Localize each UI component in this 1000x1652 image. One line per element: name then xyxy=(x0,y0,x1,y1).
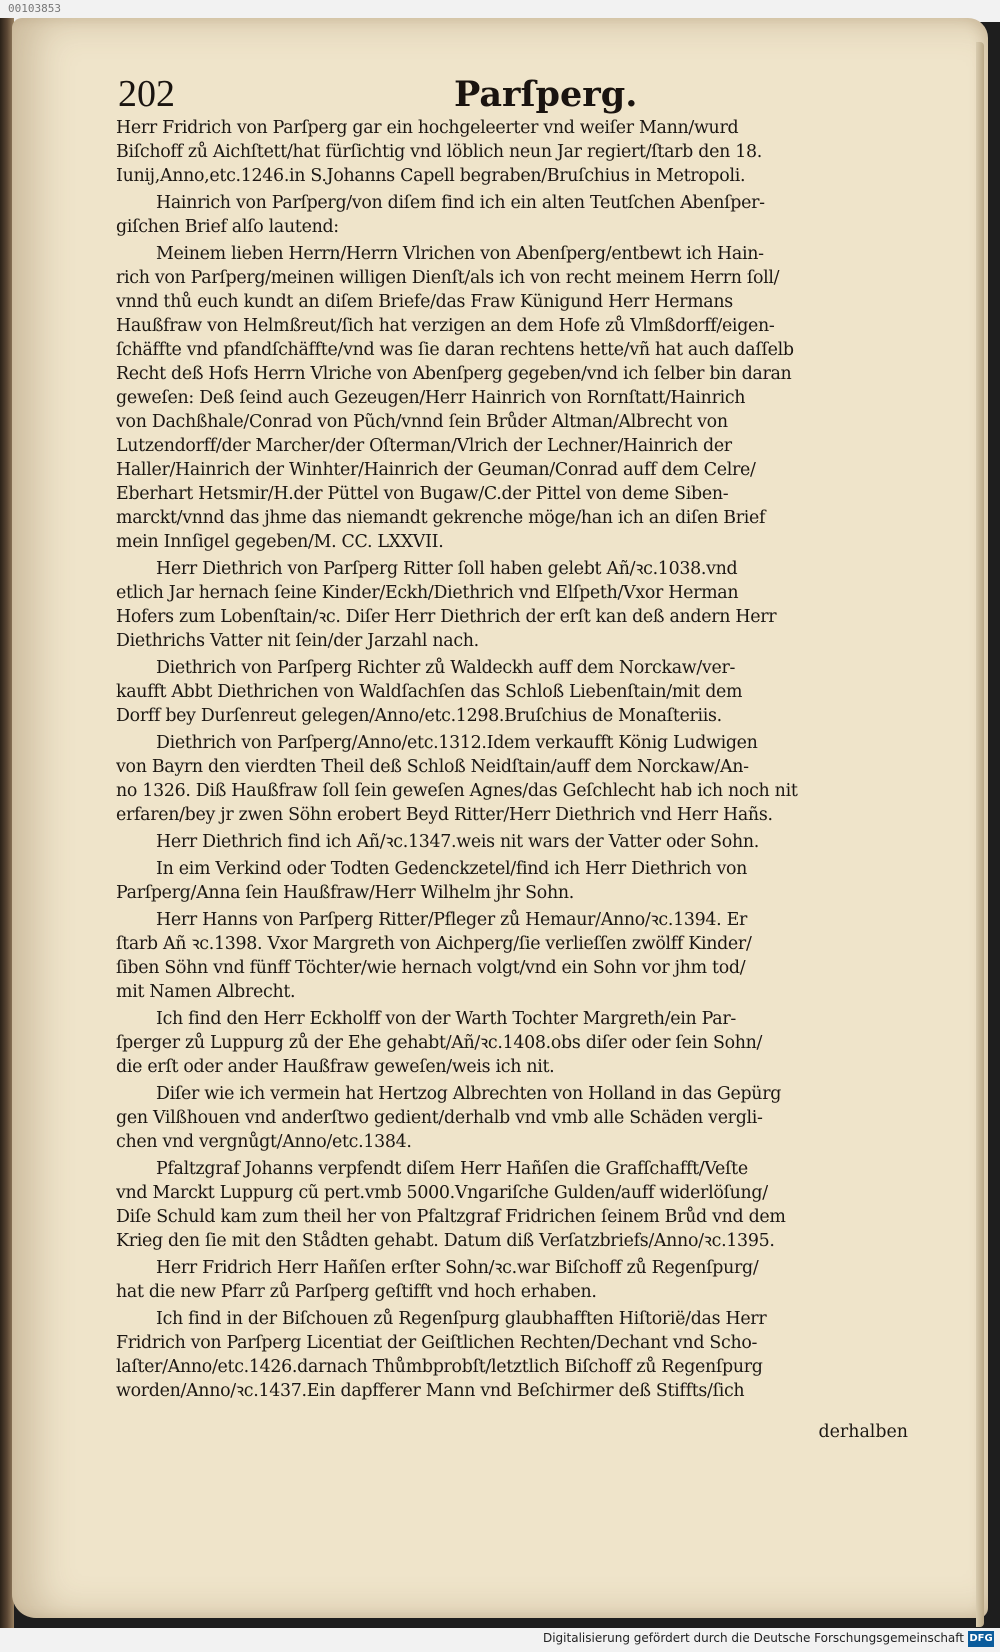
funding-note: Digitalisierung gefördert durch die Deutsche Forschungsgemeinschaft xyxy=(542,1631,964,1645)
text-line: Diethrichs Vatter nit ſein/der Jarzahl nach. xyxy=(116,631,479,651)
text-line: Herr Diethrich von Parſperg Ritter ſoll haben gelebt Añ/ꝛc.1038.vnd xyxy=(156,559,738,579)
text-line: Hofers zum Lobenſtain/ꝛc. Diſer Herr Diethrich der erſt kan deß andern Herr xyxy=(116,607,777,627)
text-line: ſchäffte vnd pfandſchäffte/vnd was ſie daran rechtens hette/vñ hat auch daſſelb xyxy=(116,340,794,360)
text-line: etlich Jar hernach ſeine Kinder/Eckh/Diethrich vnd Elſpeth/Vxor Herman xyxy=(116,583,739,603)
text-line: Recht deß Hofs Herrn Vlriche von Abenſperg gegeben/vnd ich ſelber bin daran xyxy=(116,364,792,384)
dfg-logo: DFG xyxy=(968,1631,994,1647)
text-line: ſtarb Añ ꝛc.1398. Vxor Margreth von Aichperg/ſie verlieſſen zwölff Kinder/ xyxy=(116,934,752,954)
paragraph xyxy=(116,1157,916,1253)
text-line: Fridrich von Parſperg Licentiat der Geiſtlichen Rechten/Dechant vnd Scho- xyxy=(116,1333,758,1353)
text-line: marckt/vnnd das jhme das niemandt gekrenche möge/han ich an diſen Brief xyxy=(116,508,766,528)
paragraph xyxy=(116,557,916,653)
body-text xyxy=(116,116,916,1403)
paragraph xyxy=(116,656,916,728)
paragraph xyxy=(116,1307,916,1403)
text-line: giſchen Brief alſo lautend: xyxy=(116,217,339,237)
paragraph xyxy=(116,830,916,854)
text-line: vnd Marckt Luppurg cũ pert.vmb 5000.Vngariſche Gulden/auff widerlöſung/ xyxy=(116,1183,768,1203)
catchword: derhalben xyxy=(818,1422,908,1442)
text-line: Lutzendorff/der Marcher/der Oſterman/Vlrich der Lechner/Hainrich der xyxy=(116,436,732,456)
text-line: ſiben Söhn vnd fünff Töchter/wie hernach volgt/vnd ein Sohn vor jhm tod/ xyxy=(116,958,746,978)
text-line: Dorff bey Durſenreut gelegen/Anno/etc.1298.Bruſchius de Monaſteriis. xyxy=(116,706,722,726)
text-line: Ich find den Herr Eckholff von der Warth Tochter Margreth/ein Par- xyxy=(156,1009,736,1029)
text-line: Herr Fridrich von Parſperg gar ein hochgeleerter vnd weiſer Mann/wurd xyxy=(116,118,739,138)
text-line: Diethrich von Parſperg/Anno/etc.1312.Idem verkaufft König Ludwigen xyxy=(156,733,758,753)
text-line: vnnd thů euch kundt an diſem Briefe/das Fraw Künigund Herr Hermans xyxy=(116,292,733,312)
page-edge xyxy=(976,42,984,1627)
page-header xyxy=(104,70,904,120)
text-line: Haußfraw von Helmßreut/ſich hat verzigen an dem Hofe zů Vlmßdorff/eigen- xyxy=(116,316,775,336)
text-line: Pfaltzgraf Johanns verpfendt diſem Herr Hañſen die Grafſchafft/Veſte xyxy=(156,1159,748,1179)
text-line: rich von Parſperg/meinen willigen Dienſt/als ich von recht meinem Herrn ſoll/ xyxy=(116,268,780,288)
page-number: 202 xyxy=(118,73,175,115)
text-line: Eberhart Hetsmir/H.der Püttel von Bugaw/C.der Pittel von deme Siben- xyxy=(116,484,729,504)
text-line: kaufft Abbt Diethrichen von Waldſachſen das Schloß Liebenſtain/mit dem xyxy=(116,682,743,702)
text-line: Herr Diethrich find ich Añ/ꝛc.1347.weis nit wars der Vatter oder Sohn. xyxy=(156,832,759,852)
paragraph xyxy=(116,1007,916,1079)
paragraph xyxy=(116,1256,916,1304)
text-line: Krieg den ſie mit den Stådten gehabt. Datum diß Verſatzbriefs/Anno/ꝛc.1395. xyxy=(116,1231,775,1251)
text-line: Parſperg/Anna ſein Haußfraw/Herr Wilhelm jhr Sohn. xyxy=(116,883,574,903)
paragraph xyxy=(116,857,916,905)
text-line: laſter/Anno/etc.1426.darnach Thůmbprobſt/letztlich Biſchoff zů Regenſpurg xyxy=(116,1357,763,1377)
text-line: chen vnd vergnůgt/Anno/etc.1384. xyxy=(116,1132,412,1152)
running-title: Parſperg. xyxy=(454,74,638,115)
text-line: Biſchoff zů Aichſtett/hat fürſichtig vnd löblich neun Jar regiert/ſtarb den 18. xyxy=(116,142,762,162)
text-line: no 1326. Diß Haußfraw ſoll ſein geweſen Agnes/das Geſchlecht hab ich noch nit xyxy=(116,781,798,801)
text-line: mit Namen Albrecht. xyxy=(116,982,296,1002)
paragraph xyxy=(116,908,916,1004)
paragraph xyxy=(116,116,916,188)
paragraph xyxy=(116,731,916,827)
paragraph xyxy=(116,191,916,239)
text-line: In eim Verkind oder Todten Gedenckzetel/find ich Herr Diethrich von xyxy=(156,859,748,879)
text-line: Iunij,Anno,etc.1246.in S.Johanns Capell begraben/Bruſchius in Metropoli. xyxy=(116,166,746,186)
text-line: von Bayrn den vierdten Theil deß Schloß Neidſtain/auff dem Norckaw/An- xyxy=(116,757,749,777)
text-line: mein Innſigel gegeben/M. CC. LXXVII. xyxy=(116,532,444,552)
text-line: worden/Anno/ꝛc.1437.Ein dapfferer Mann vnd Beſchirmer deß Stiffts/ſich xyxy=(116,1381,745,1401)
text-line: hat die new Pfarr zů Parſperg geſtifft vnd hoch erhaben. xyxy=(116,1282,597,1302)
text-line: Meinem lieben Herrn/Herrn Vlrichen von Abenſperg/entbewt ich Hain- xyxy=(156,244,764,264)
text-line: Herr Hanns von Parſperg Ritter/Pfleger zů Hemaur/Anno/ꝛc.1394. Er xyxy=(156,910,748,930)
text-line: Diſer wie ich vermein hat Hertzog Albrechten von Holland in das Gepürg xyxy=(156,1084,782,1104)
text-line: Hainrich von Parſperg/von diſem find ich ein alten Teutſchen Abenſper- xyxy=(156,193,765,213)
text-line: von Dachßhale/Conrad von Pũch/vnnd ſein Brůder Altman/Albrecht von xyxy=(116,412,728,432)
scan-id: 00103853 xyxy=(8,2,61,15)
text-line: Herr Fridrich Herr Hañſen erſter Sohn/ꝛc.war Biſchoff zů Regenſpurg/ xyxy=(156,1258,759,1278)
text-line: Haller/Hainrich der Winhter/Hainrich der Geuman/Conrad auff dem Celre/ xyxy=(116,460,756,480)
paragraph xyxy=(116,242,916,554)
text-line: erfaren/bey jr zwen Söhn erobert Beyd Ritter/Herr Diethrich vnd Herr Hañs. xyxy=(116,805,773,825)
footer-strip xyxy=(0,1628,1000,1652)
text-line: ſperger zů Luppurg zů der Ehe gehabt/Añ/ꝛc.1408.obs diſer oder ſein Sohn/ xyxy=(116,1033,763,1053)
text-line: Diſe Schuld kam zum theil her von Pfaltzgraf Fridrichen ſeinem Brůd vnd dem xyxy=(116,1207,786,1227)
text-line: die erſt oder ander Haußfraw geweſen/weis ich nit. xyxy=(116,1057,555,1077)
text-line: geweſen: Deß ſeind auch Gezeugen/Herr Hainrich von Rornſtatt/Hainrich xyxy=(116,388,746,408)
text-line: gen Vilßhouen vnd anderſtwo gedient/derhalb vnd vmb alle Schäden vergli- xyxy=(116,1108,763,1128)
text-line: Diethrich von Parſperg Richter zů Waldeckh auff dem Norckaw/ver- xyxy=(156,658,736,678)
paragraph xyxy=(116,1082,916,1154)
text-line: Ich find in der Biſchouen zů Regenſpurg glaubhafften Hiſtorië/das Herr xyxy=(156,1309,767,1329)
